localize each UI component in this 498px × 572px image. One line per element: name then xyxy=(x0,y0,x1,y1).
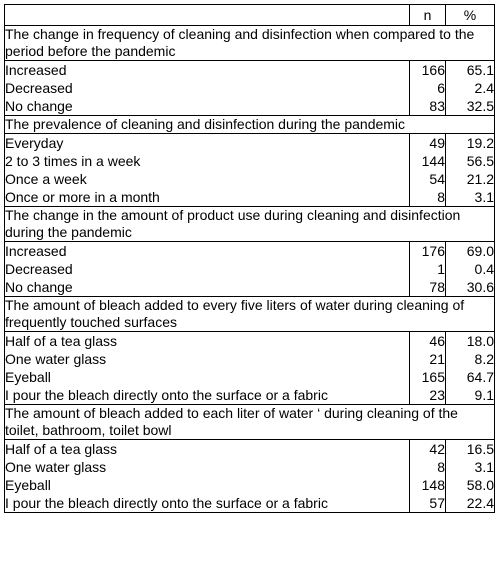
item-label: One water glass xyxy=(5,459,107,475)
item-n-value: 23 xyxy=(429,387,445,403)
item-n-cell xyxy=(410,61,446,116)
item-percent-value: 32.5 xyxy=(466,98,494,114)
section-items-row xyxy=(5,440,495,513)
survey-table-container xyxy=(4,4,494,513)
section-title: The prevalence of cleaning and disinfection during the pandemic xyxy=(5,116,495,134)
item-percent-value: 30.6 xyxy=(466,279,494,295)
item-label: Once or more in a month xyxy=(5,189,160,205)
item-n-value: 8 xyxy=(437,459,445,475)
item-label: Decreased xyxy=(5,261,73,277)
item-n-value: 144 xyxy=(421,153,445,169)
header-percent: % xyxy=(446,5,495,26)
item-percent-cell xyxy=(446,242,495,297)
item-percent-value: 9.1 xyxy=(474,387,494,403)
survey-results-table xyxy=(4,4,495,513)
section-title-row xyxy=(5,26,495,61)
item-n-cell xyxy=(410,440,446,513)
section-title: The amount of bleach added to every five liters of water during cleaning of frequently touched surfaces xyxy=(5,297,495,332)
item-labels-cell xyxy=(5,242,410,297)
item-label: Eyeball xyxy=(5,477,51,493)
section-title-row xyxy=(5,297,495,332)
item-n-value: 49 xyxy=(429,135,445,151)
item-label: Increased xyxy=(5,243,67,259)
item-label: Half of a tea glass xyxy=(5,333,118,349)
item-n-cell xyxy=(410,332,446,405)
header-n: n xyxy=(410,5,446,26)
section-title: The change in the amount of product use during cleaning and disinfection during the pandemic xyxy=(5,207,495,242)
item-n-value: 21 xyxy=(429,351,445,367)
item-label: One water glass xyxy=(5,351,107,367)
item-label: Half of a tea glass xyxy=(5,441,118,457)
item-label: Decreased xyxy=(5,80,73,96)
item-n-value: 78 xyxy=(429,279,445,295)
item-n-value: 57 xyxy=(429,495,445,511)
item-percent-value: 3.1 xyxy=(474,459,494,475)
item-percent-value: 16.5 xyxy=(466,441,494,457)
item-label: I pour the bleach directly onto the surface or a fabric xyxy=(5,495,328,511)
item-label: I pour the bleach directly onto the surface or a fabric xyxy=(5,387,328,403)
item-percent-value: 2.4 xyxy=(474,80,494,96)
item-percent-value: 22.4 xyxy=(466,495,494,511)
section-title-row xyxy=(5,207,495,242)
item-percent-value: 56.5 xyxy=(466,153,494,169)
item-label: Once a week xyxy=(5,171,87,187)
table-body xyxy=(5,26,495,513)
item-percent-value: 21.2 xyxy=(466,171,494,187)
item-percent-value: 3.1 xyxy=(474,189,494,205)
header-row xyxy=(5,5,495,26)
item-percent-value: 18.0 xyxy=(466,333,494,349)
item-percent-cell xyxy=(446,134,495,207)
item-n-cell xyxy=(410,134,446,207)
item-n-value: 46 xyxy=(429,333,445,349)
section-title-row xyxy=(5,116,495,134)
section-title-row xyxy=(5,405,495,440)
section-items-row xyxy=(5,134,495,207)
item-percent-value: 58.0 xyxy=(466,477,494,493)
item-percent-cell xyxy=(446,61,495,116)
item-n-value: 83 xyxy=(429,98,445,114)
section-title: The amount of bleach added to each liter of water ‘ during cleaning of the toilet, bathroom, toilet bowl xyxy=(5,405,495,440)
item-label: No change xyxy=(5,98,73,114)
item-n-value: 42 xyxy=(429,441,445,457)
item-label: Increased xyxy=(5,62,67,78)
section-items-row xyxy=(5,61,495,116)
section-items-row xyxy=(5,332,495,405)
item-percent-value: 19.2 xyxy=(466,135,494,151)
item-label: Eyeball xyxy=(5,369,51,385)
item-n-value: 6 xyxy=(437,80,445,96)
item-n-value: 1 xyxy=(437,261,445,277)
item-n-value: 148 xyxy=(421,477,445,493)
item-percent-cell xyxy=(446,332,495,405)
item-percent-cell xyxy=(446,440,495,513)
item-labels-cell xyxy=(5,134,410,207)
section-items-row xyxy=(5,242,495,297)
header-blank-cell xyxy=(5,5,410,26)
item-label: 2 to 3 times in a week xyxy=(5,153,141,169)
item-n-value: 166 xyxy=(421,62,445,78)
item-percent-value: 65.1 xyxy=(466,62,494,78)
item-percent-value: 69.0 xyxy=(466,243,494,259)
item-labels-cell xyxy=(5,61,410,116)
item-labels-cell xyxy=(5,332,410,405)
item-percent-value: 8.2 xyxy=(474,351,494,367)
item-percent-value: 0.4 xyxy=(474,261,494,277)
item-n-value: 176 xyxy=(421,243,445,259)
item-n-cell xyxy=(410,242,446,297)
item-n-value: 165 xyxy=(421,369,445,385)
item-label: Everyday xyxy=(5,135,64,151)
item-n-value: 8 xyxy=(437,189,445,205)
item-labels-cell xyxy=(5,440,410,513)
item-n-value: 54 xyxy=(429,171,445,187)
item-percent-value: 64.7 xyxy=(466,369,494,385)
item-label: No change xyxy=(5,279,73,295)
section-title: The change in frequency of cleaning and disinfection when compared to the period before the pandemic xyxy=(5,26,495,61)
